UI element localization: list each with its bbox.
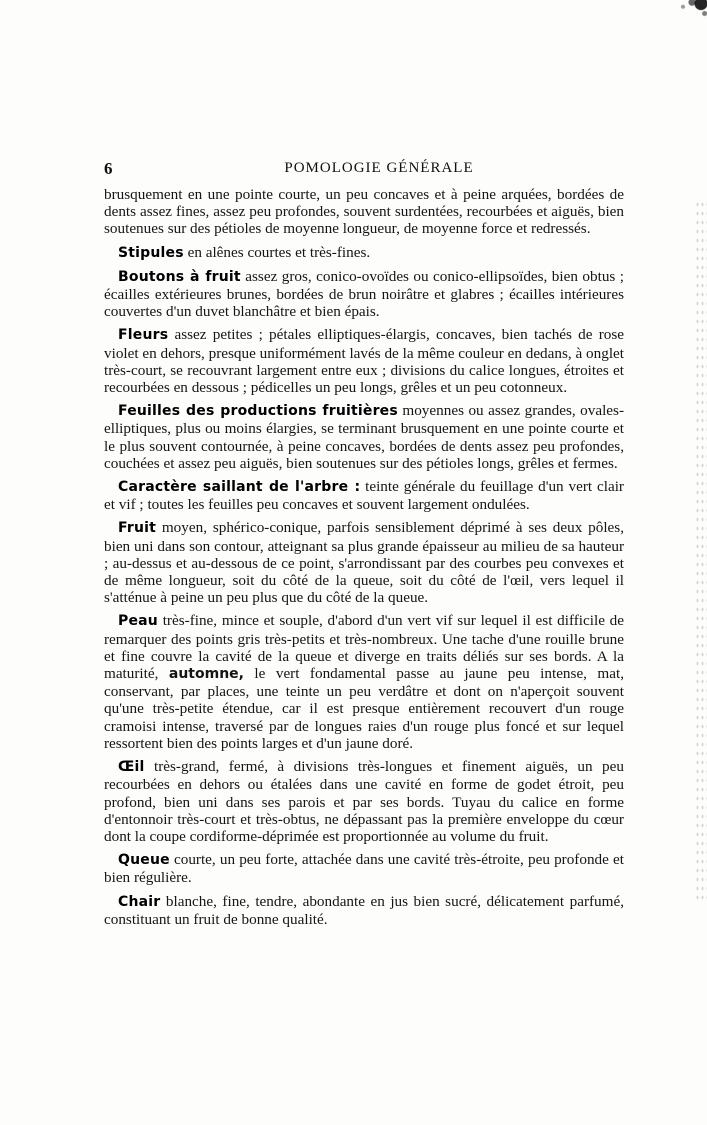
paragraph-fleurs xyxy=(104,326,624,396)
paragraph-text: en alênes courtes et très-fines. xyxy=(183,243,371,261)
term-heading: Chair xyxy=(118,893,161,910)
paragraph-text: le vert fondamental passe au jaune peu intense, mat, conservant, par places, une teinte un peu verdâtre et dont on n'aperçoit souvent qu'une très-petite étendue, car il est presque entièrement recouvert d'un rouge cramoisi intense, traversé par de longues raies d'un rouge plus foncé et sur lequel ressortent bien des points larges et d'un jaune doré. xyxy=(104,665,625,752)
paragraph-continuation xyxy=(104,186,624,238)
running-title: POMOLOGIE GÉNÉRALE xyxy=(284,160,474,176)
paragraph-feuilles xyxy=(104,402,624,472)
term-heading: Caractère saillant de l'arbre : xyxy=(118,479,361,496)
paragraph-oeil xyxy=(104,758,624,845)
term-heading: Stipules xyxy=(118,244,184,261)
term-heading: Fleurs xyxy=(118,327,169,344)
paragraph-text: courte, un peu forte, attachée dans une cavité très-étroite, peu profonde et bien régulière. xyxy=(104,851,624,887)
term-heading: Œil xyxy=(118,759,145,776)
paragraph-text: brusquement en une pointe courte, un peu concaves et à peine arquées, bordées de dents assez fines, assez peu profondes, souvent surdentées, recourbées et aiguës, bien soutenues sur des pétioles de moyenne longueur, de moyenne force et redressés. xyxy=(104,186,624,238)
page-header xyxy=(104,159,624,181)
scan-artifact xyxy=(647,0,707,45)
term-heading: Fruit xyxy=(118,520,157,537)
paragraph-fruit xyxy=(104,519,624,606)
term-heading: Feuilles des productions fruitières xyxy=(118,403,398,420)
paragraph-text: moyennes ou assez grandes, ovales-elliptiques, plus ou moins élargies, se terminant brusquement en une pointe courte et le plus souvent contournée, à peine concaves, bordées de dents assez peu profondes, couchées et assez peu aiguës, bien soutenues sur des pétioles longs, grêles et fermes. xyxy=(104,402,625,472)
paragraph-boutons xyxy=(104,268,624,321)
term-heading: Peau xyxy=(118,613,158,630)
scan-edge-noise xyxy=(695,200,707,900)
paragraph-stipules xyxy=(104,244,624,262)
body-text xyxy=(104,186,624,934)
paragraph-caractere xyxy=(104,478,624,513)
paragraph-text: assez gros, conico-ovoïdes ou conico-ellipsoïdes, bien obtus ; écailles extérieures brunes, bordées de brun noirâtre et glabres ; écailles intérieures couvertes d'un duvet blanchâtre et bien épais. xyxy=(104,267,624,321)
paragraph-text: assez petites ; pétales elliptiques-élargis, concaves, bien tachés de rose violet en dehors, presque uniformément lavés de la même couleur en dedans, à onglet très-court, se recouvrant largement entre eux ; divisions du calice longues, étroites et recourbées en dessous ; pédicelles un peu longs, grêles et un peu cotonneux. xyxy=(104,326,624,397)
term-heading: Queue xyxy=(118,852,170,869)
paragraph-text: moyen, sphérico-conique, parfois sensiblement déprimé à ses deux pôles, bien uni dans son contour, atteignant sa plus grande épaisseur au milieu de sa hauteur ; au-dessus et au-dessous de ce point, s'arrondissant par des courbes peu convexes et de même longueur, soit du côté de la queue, soit du côté de l'œil, vers lequel il s'atténue à peine un peu plus que du côté de la queue. xyxy=(104,519,624,607)
season-emphasis: automne, xyxy=(168,666,244,683)
paragraph-chair xyxy=(104,893,624,928)
page-number: 6 xyxy=(104,159,113,178)
paragraph-text: teinte générale du feuillage d'un vert clair et vif ; toutes les feuilles peu concaves et souvent largement ondulées. xyxy=(104,478,624,514)
paragraph-text: très-grand, fermé, à divisions très-longues et finement aiguës, un peu recourbées en dehors ou étalées dans une cavité en forme de godet étroit, peu profond, bien uni dans ses parois et par ses bords. Tuyau du calice en forme d'entonnoir très-court et très-obtus, ne dépassant pas la première enveloppe du cœur dont la coupe cordiforme-déprimée est proportionnée au volume du fruit. xyxy=(104,758,624,845)
paragraph-text: blanche, fine, tendre, abondante en jus bien sucré, délicatement parfumé, constituant un fruit de bonne qualité. xyxy=(104,892,624,928)
term-heading: Boutons à fruit xyxy=(118,268,241,285)
paragraph-peau xyxy=(104,612,624,752)
paragraph-text: très-fine, mince et souple, d'abord d'un vert vif sur lequel il est difficile de remarquer des points gris très-petits et très-nombreux. Une tache d'une rouille brune et fine couvre la cavité de la queue et diverge en traits déliés sur ses bords. A la maturité, xyxy=(104,612,624,683)
paragraph-queue xyxy=(104,851,624,886)
